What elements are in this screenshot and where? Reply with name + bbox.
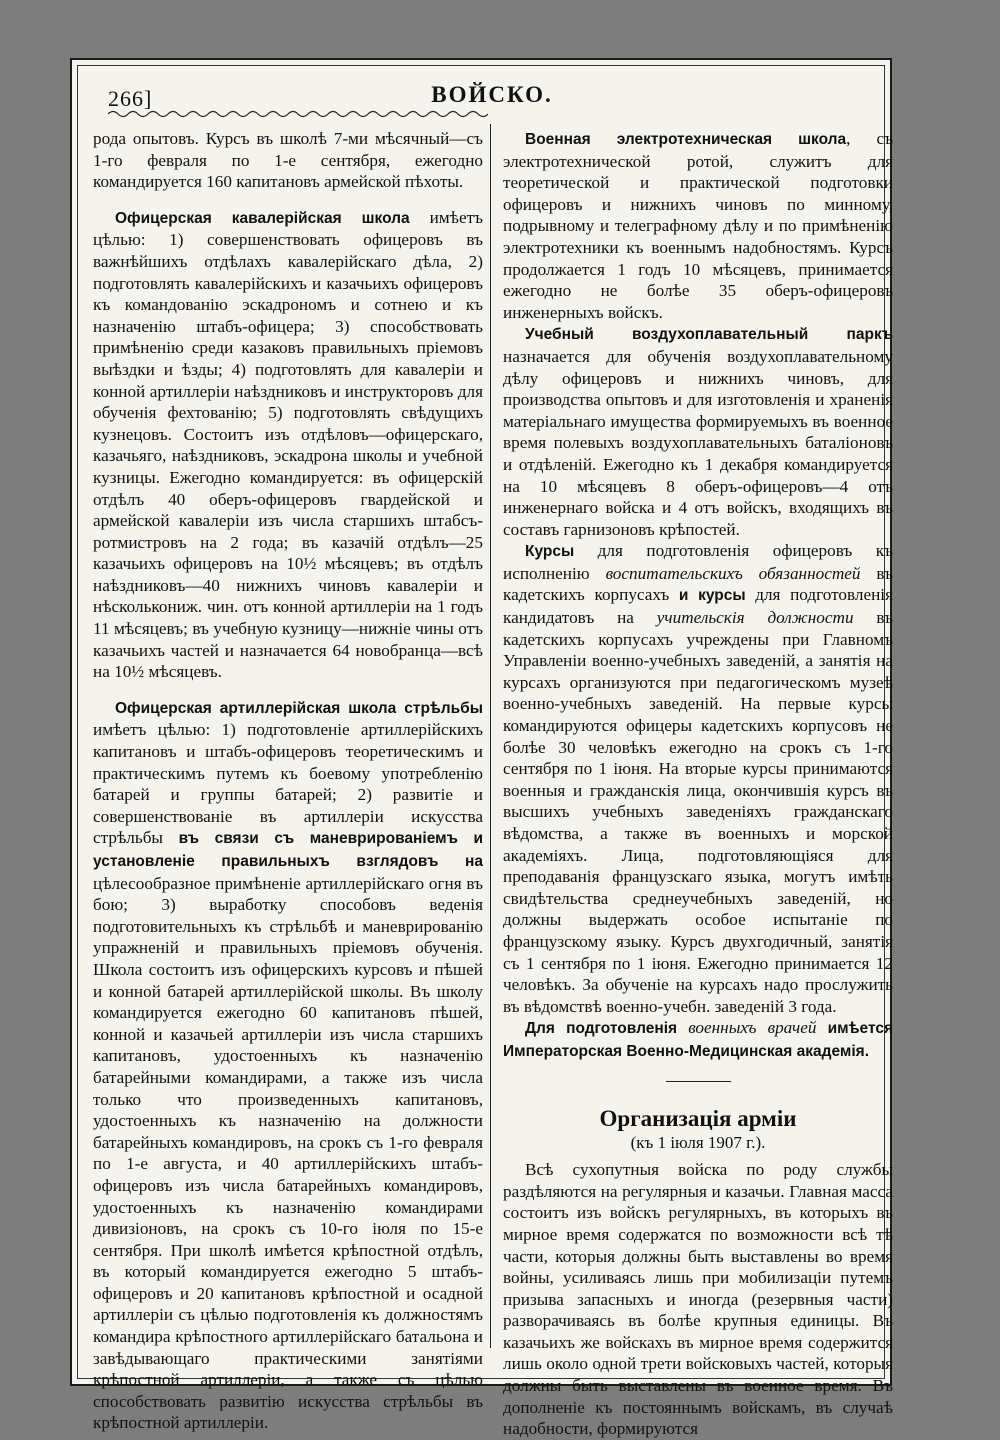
heading-aeronautic-park: Учебный воздухоплавательный паркъ [525, 326, 893, 344]
artillery-school-emphasis: въ связи съ маневрированіемъ и установленіе правильныхъ взглядовъ на [93, 830, 483, 870]
heading-electrotechnical-school: Военная электротехническая школа [525, 131, 847, 148]
book-page [70, 58, 893, 1439]
section-title: Организація арміи [599, 1105, 797, 1131]
right-column [503, 128, 893, 1439]
column-divider [490, 124, 491, 1348]
page-number: 266] [108, 86, 153, 111]
paragraph-cavalry-school [93, 207, 483, 683]
wavy-rule-decoration [108, 109, 488, 119]
heading-military-doctors-2: имѣется Императорская Военно-Медицинская академія. [503, 1020, 893, 1060]
courses-text-1: для подготовленія офицеровъ къ исполненію [503, 541, 893, 583]
heading-military-doctors-1: Для подготовленія [525, 1020, 678, 1038]
paragraph-army-organization: Всѣ сухопутныя войска по роду службы раздѣляются на регулярныя и казачьи. Главная масса состоитъ изъ войскъ регулярныхъ, въ которыхъ въ мирное время содержатся по возможности всѣ тѣ части, которыя должны быть выставлены во время войны, усиливаясь лишь при мобилизаціи путемъ призыва запасныхъ и иногда (резервныя части) разворачиваясь въ болѣе крупныя единицы. Въ казачьихъ же войскахъ въ мирное время содержится лишь около одной трети войсковыхъ частей, которыя должны быть выставлены въ военное время. Въ дополненіе къ постояннымъ войскамъ, въ случаѣ надобности, формируются [503, 1160, 893, 1439]
artillery-school-text-a: имѣетъ цѣлью: 1) подготовленіе артиллерійскихъ капитановъ и штабъ-офицеровъ теоретическимъ и практическимъ путемъ къ боевому употребленію батарей и группы батарей; 2) развитіе и совершенствованіе въ артиллеріи искусства стрѣльбы [93, 720, 483, 848]
page-frame [77, 65, 893, 1439]
paragraph-aeronautic-park [503, 323, 893, 540]
artillery-school-text-b: цѣлесообразное примѣненіе артиллерійскаго огня въ бою; 3) выработку способовъ веденія подготовительныхъ къ стрѣльбѣ и маневрированію упражненій и правильныхъ пріемовъ обученія. Школа состоитъ изъ офицерскихъ курсовъ и пѣшей и конной батарей артиллерійской школы. Въ школу командируется ежегодно 60 капитановъ пѣшей, конной и казачьей артиллеріи изъ числа старшихъ капитановъ, удостоенныхъ къ назначенію батарейными командирами, а также изъ числа только что произведенныхъ капитановъ, удостоенныхъ къ назначенію на должности батарейныхъ командировъ, на срокъ съ 1-го февраля по 1-е августа, и 40 артиллерійскихъ штабъ-офицеровъ изъ числа батарейныхъ командировъ, удостоенныхъ къ назначенію командирами дивизіоновъ, на срокъ съ 10-го іюля по 15-е сентября. При школѣ имѣется крѣпостной отдѣлъ, въ который командируется ежегодно 5 штабъ-офицеровъ и 20 капитановъ крѣпостной и осадной артиллеріи съ цѣлью подготовленія къ должностямъ командира крѣпостного артиллерійскаго батальона и завѣдывающаго практическими занятіями крѣпостной артиллеріи, а также съ цѣлью способствовать развитію искусства стрѣльбы въ крѣпостной артиллеріи. [93, 873, 483, 1433]
courses-italic-2: учительскія должности [656, 608, 854, 628]
paragraph-artillery-school [93, 697, 483, 1434]
courses-text-2: въ кадетскихъ корпусахъ [503, 563, 893, 605]
paragraph-courses [503, 540, 893, 1017]
left-column [93, 128, 484, 1433]
heading-cavalry-school: Офицерская кавалерійская школа [115, 209, 410, 227]
heading-courses: Курсы [525, 543, 575, 561]
cavalry-school-text: имѣетъ цѣлью: 1) совершенствовать офицеровъ въ важнѣйшихъ отдѣлахъ кавалерійскаго дѣла, 2) подготовлять кавалерійскихъ и казачьихъ офицеровъ къ командованію эскадрономъ и сотнею и къ назначенію штабъ-офицера; 3) способствовать примѣненію среди казаковъ правильныхъ пріемовъ выѣздки и ѣзды; 4) подготовлять для кавалеріи и конной артиллеріи наѣздниковъ и инструкторовъ для обученія фехтованію; 5) подготовлять свѣдущихъ кузнецовъ. Состоитъ изъ отдѣловъ—офицерскаго, казачьяго, наѣздниковъ, эскадрона школы и учебной кузницы. Ежегодно командируется: въ офицерскій отдѣлъ 40 оберъ-офицеровъ гвардейской и армейской кавалеріи изъ числа старшихъ штабсъ-ротмистровъ на 2 года; въ казачій отдѣлъ—25 казачьихъ офицеровъ на 10½ мѣсяцевъ; въ отдѣлъ наѣздниковъ—40 нижнихъ чиновъ кавалеріи и нѣсколькониж. чин. отъ конной артиллеріи на 1 годъ 11 мѣсяцевъ; въ учебную кузницу—нижніе чины отъ казачьихъ частей и назначается 64 новобранца—всѣ на 10½ мѣсяцевъ. [93, 207, 484, 682]
courses-text-3: для подготовленія кандидатовъ на [503, 585, 893, 628]
courses-italic-1: воспитательскихъ обязанностей [605, 563, 861, 583]
section-divider [666, 1081, 731, 1082]
running-title: ВОЙСКО. [431, 82, 553, 107]
paragraph-cavalry-intro: рода опытовъ. Курсъ въ школѣ 7-ми мѣсячный—съ 1-го февраля по 1-е сентября, ежегодно командируется 160 капитановъ армейской пѣхоты. [93, 129, 483, 192]
military-doctors-italic: военныхъ врачей [688, 1018, 817, 1038]
heading-artillery-school: Офицерская артиллерійская школа стрѣльбы [115, 699, 483, 717]
heading-courses-2: и курсы [678, 587, 746, 605]
page-header [108, 82, 876, 112]
aeronautic-park-text: назначается для обученія воздухоплавательному дѣлу офицеровъ и нижнихъ чиновъ, для производства опытовъ и для изготовленія и храненія матеріальнаго имущества формируемыхъ въ военное время полевыхъ воздухоплавательныхъ баталіоновъ и отдѣленій. Ежегодно къ 1 декабря командируется на 10 мѣсяцевъ 8 оберъ-офицеровъ—4 отъ инженернаго войска и 4 отъ войскъ, входящихъ въ составъ гарнизоновъ крѣпостей. [503, 346, 893, 539]
electrotechnical-school-text: , съ электротехнической ротой, служитъ для теоретической и практической подготовки офицеровъ и нижнихъ чиновъ по минному, подрывному и телеграфному дѣлу и по примѣненію электротехники къ военнымъ надобностямъ. Курсъ продолжается 1 годъ 10 мѣсяцевъ, принимается ежегодно не болѣе 35 оберъ-офицеровъ инженерныхъ войскъ. [503, 129, 893, 322]
courses-text-4: въ кадетскихъ корпусахъ учреждены при Главномъ Управленіи военно-учебныхъ заведеній, а занятія на курсахъ организуются при педагогическомъ музеѣ военно-учебныхъ заведеній. На первые курсы командируются офицеры кадетскихъ корпусовъ не болѣе 30 человѣкъ ежегодно на срокъ съ 1-го сентября по 1 іюня. На вторые курсы принимаются военныя и гражданскія лица, окончившія курсъ въ высшихъ учебныхъ заведеніяхъ гражданскаго вѣдомства, а также въ военныхъ и морской академіяхъ. Лица, подготовляющіяся для преподаванія французскаго языка, могутъ имѣть свидѣтельства среднеучебныхъ заведеній, но должны выдержать особое испытаніе по французскому языку. Курсъ двухгодичный, занятія съ 1 сентября по 1 іюня. Ежегодно принимается 12 человѣкъ. За обученіе на курсахъ надо прослужить въ вѣдомствѣ военно-учебн. заведеній 3 года. [503, 608, 893, 1016]
paragraph-electrotechnical-school [503, 128, 893, 323]
section-subtitle: (къ 1 іюля 1907 г.). [630, 1132, 766, 1152]
paragraph-military-doctors [503, 1017, 893, 1062]
